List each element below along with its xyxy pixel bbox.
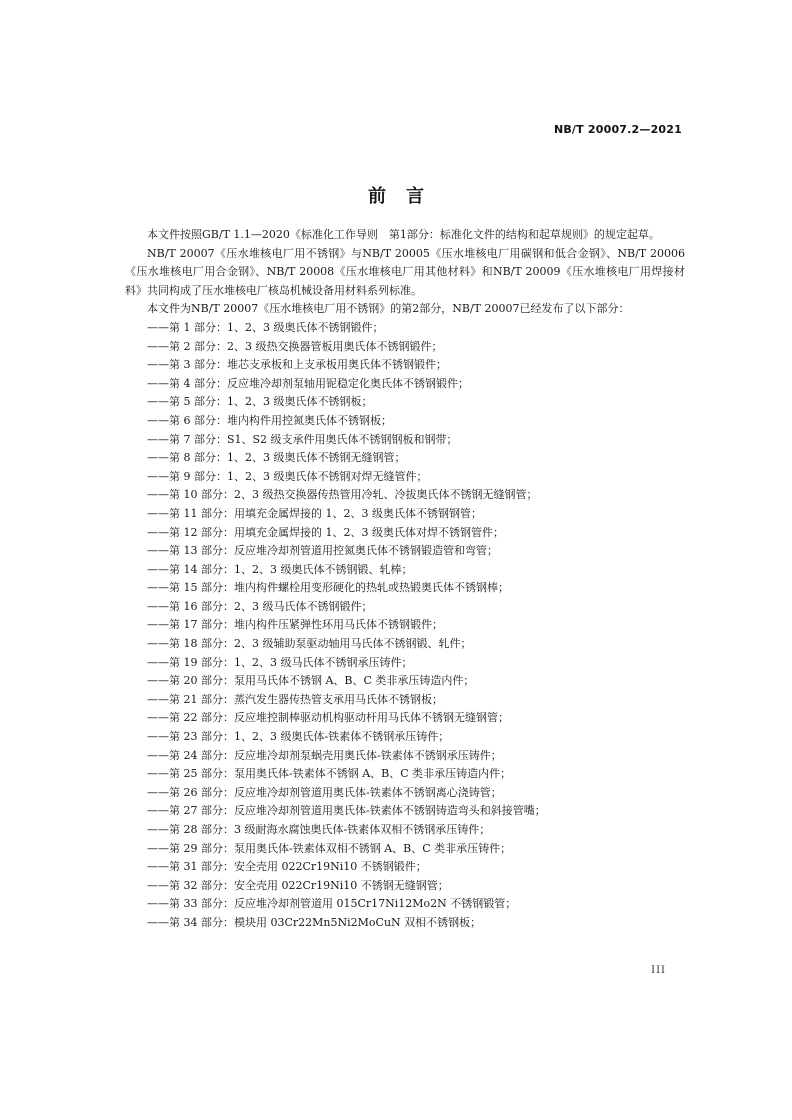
document-code: NB/T 20007.2—2021 bbox=[553, 123, 682, 136]
list-item: ——第 20 部分：泵用马氏体不锈钢 A、B、C 类非承压铸造内件； bbox=[147, 674, 475, 688]
list-item: ——第 33 部分：反应堆冷却剂管道用 015Cr17Ni12Mo2N 不锈钢锻管； bbox=[147, 897, 517, 911]
list-item: ——第 27 部分：反应堆冷却剂管道用奥氏体-铁素体不锈钢铸造弯头和斜接管嘴； bbox=[147, 804, 546, 818]
list-item: ——第 25 部分：泵用奥氏体-铁素体不锈钢 A、B、C 类非承压铸造内件； bbox=[147, 767, 512, 781]
body-text bbox=[125, 226, 685, 933]
list-item: ——第 9 部分：1、2、3 级奥氏体不锈钢对焊无缝管件； bbox=[147, 469, 428, 483]
list-item: ——第 31 部分：安全壳用 022Cr19Ni10 不锈钢锻件； bbox=[147, 860, 427, 874]
page-number: III bbox=[651, 965, 666, 976]
list-item: ——第 19 部分：1、2、3 级马氏体不锈钢承压铸件； bbox=[147, 655, 413, 669]
list-item: ——第 5 部分：1、2、3 级奥氏体不锈钢板； bbox=[147, 395, 373, 409]
list-item: ——第 11 部分：用填充金属焊接的 1、2、3 级奥氏体不锈钢钢管； bbox=[147, 506, 482, 520]
list-item: ——第 29 部分：泵用奥氏体-铁素体双相不锈钢 A、B、C 类非承压铸件； bbox=[147, 841, 512, 855]
list-item: ——第 3 部分：堆芯支承板和上支承板用奥氏体不锈钢锻件； bbox=[147, 358, 447, 372]
list-item: ——第 24 部分：反应堆冷却剂泵蜗壳用奥氏体-铁素体不锈钢承压铸件； bbox=[147, 748, 502, 762]
list-item: ——第 23 部分：1、2、3 级奥氏体-铁素体不锈钢承压铸件； bbox=[147, 730, 450, 744]
list-item: ——第 1 部分：1、2、3 级奥氏体不锈钢锻件； bbox=[147, 320, 384, 334]
list-item: ——第 7 部分：S1、S2 级支承件用奥氏体不锈钢钢板和钢带； bbox=[147, 432, 458, 446]
list-item: ——第 17 部分：堆内构件压紧弹性环用马氏体不锈钢锻件； bbox=[147, 618, 443, 632]
list-item: ——第 14 部分：1、2、3 级奥氏体不锈钢锻、轧棒； bbox=[147, 562, 413, 576]
paragraph-standard-series: NB/T 20007《压水堆核电厂用不锈钢》与NB/T 20005《压水堆核电厂用碳钢和低合金钢》、NB/T 20006《压水堆核电厂用合金钢》、NB/T 20008《压水堆核电厂用其他材料》和NB/T 20009《压水堆核电厂用焊接材料》共同构成了压水堆核电厂核岛机械设备用材料系列标准。 bbox=[125, 246, 685, 297]
list-item: ——第 15 部分：堆内构件螺栓用变形硬化的热轧或热锻奥氏体不锈钢棒； bbox=[147, 581, 509, 595]
parts-list bbox=[125, 319, 685, 933]
list-item: ——第 18 部分：2、3 级辅助泵驱动轴用马氏体不锈钢锻、轧件； bbox=[147, 637, 472, 651]
list-item: ——第 32 部分：安全壳用 022Cr19Ni10 不锈钢无缝钢管； bbox=[147, 878, 449, 892]
list-item: ——第 10 部分：2、3 级热交换器传热管用冷轧、冷拔奥氏体不锈钢无缝钢管； bbox=[147, 488, 538, 502]
list-item: ——第 16 部分：2、3 级马氏体不锈钢锻件； bbox=[147, 599, 373, 613]
list-item: ——第 22 部分：反应堆控制棒驱动机构驱动杆用马氏体不锈钢无缝钢管； bbox=[147, 711, 509, 725]
page-title: 前言 bbox=[368, 186, 444, 207]
list-item: ——第 6 部分：堆内构件用控氮奥氏体不锈钢板； bbox=[147, 413, 392, 427]
list-item: ——第 28 部分：3 级耐海水腐蚀奥氏体-铁素体双相不锈钢承压铸件； bbox=[147, 823, 491, 836]
list-item: ——第 8 部分：1、2、3 级奥氏体不锈钢无缝钢管； bbox=[147, 451, 406, 465]
paragraph-parts-intro: 本文件为NB/T 20007《压水堆核电厂用不锈钢》的第2部分，NB/T 20007已经发布了以下部分： bbox=[147, 302, 630, 316]
list-item: ——第 4 部分：反应堆冷却剂泵轴用铌稳定化奥氏体不锈钢锻件； bbox=[147, 376, 469, 390]
list-item: ——第 2 部分：2、3 级热交换器管板用奥氏体不锈钢锻件； bbox=[147, 339, 443, 353]
list-item: ——第 21 部分：蒸汽发生器传热管支承用马氏体不锈钢板； bbox=[147, 692, 443, 706]
list-item: ——第 12 部分：用填充金属焊接的 1、2、3 级奥氏体对焊不锈钢管件； bbox=[147, 525, 504, 539]
list-item: ——第 26 部分：反应堆冷却剂管道用奥氏体-铁素体不锈钢离心浇铸管； bbox=[147, 785, 502, 799]
list-item: ——第 34 部分：模块用 03Cr22Mn5Ni2MoCuN 双相不锈钢板； bbox=[147, 915, 482, 929]
list-item: ——第 13 部分：反应堆冷却剂管道用控氮奥氏体不锈钢锻造管和弯管； bbox=[147, 544, 498, 558]
paragraph-drafting-rules: 本文件按照GB/T 1.1—2020《标准化工作导则 第1部分：标准化文件的结构和起草规则》的规定起草。 bbox=[147, 228, 660, 241]
